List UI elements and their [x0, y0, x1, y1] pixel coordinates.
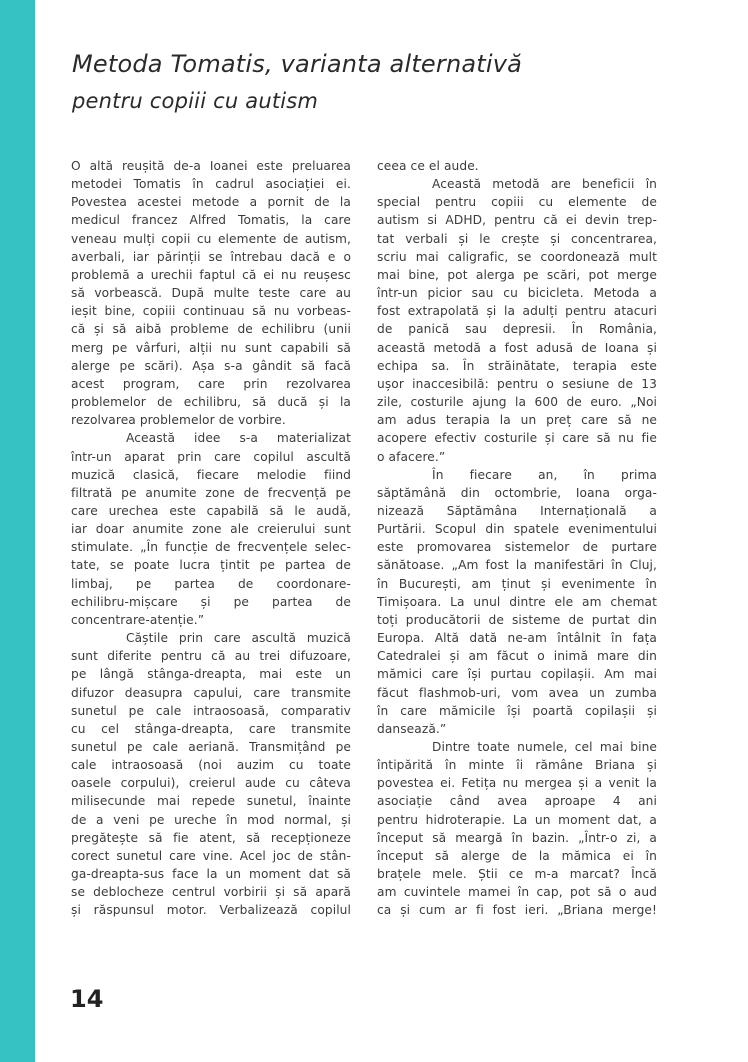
text-line: sănătoase. „Am fost la manifestări în Cluj,	[377, 558, 657, 573]
text-line: cale intraosoasă (noi auzim cu toate	[71, 758, 351, 773]
text-line: special pentru copiii cu elemente de	[377, 195, 657, 210]
text-line: merg pe vârfuri, alții nu sunt capabili să	[71, 340, 351, 355]
text-line: este promovarea sistemelor de purtare	[377, 540, 657, 555]
text-line: dansează.”	[377, 721, 447, 736]
text-line: săptămână din octombrie, Ioana orga-	[377, 485, 657, 500]
text-line: început să alerge de la mămica ei în	[377, 848, 657, 863]
text-line: ca și cum ar fi fost ieri. „Briana merge!	[377, 903, 657, 918]
text-line: am cuvintele mamei în cap, pot să o aud	[377, 885, 657, 900]
text-line: și răspunsul motor. Verbalizează copilul	[71, 903, 351, 918]
text-line: metodei Tomatis în cadrul asociației ei.	[71, 177, 351, 192]
text-line: zile, costurile ajung la 600 de euro. „Noi	[377, 395, 657, 410]
text-line: povestea ei. Fetița nu mergea și a venit la	[377, 776, 657, 791]
article-title	[72, 46, 672, 120]
text-line: ga-dreapta-sus face la un moment dat să	[71, 867, 351, 882]
text-line: mămici care își purtau copilașii. Am mai	[377, 667, 657, 682]
text-line: se deblocheze centrul vorbirii și să apară	[71, 885, 351, 900]
text-line: început să meargă în bazin. „Într-o zi, a	[377, 830, 657, 845]
title-line-2: pentru copiii cu autism	[72, 89, 319, 113]
text-line: să vorbească. După multe teste care au	[71, 286, 351, 301]
left-text-column	[71, 157, 351, 920]
text-line: de a veni pe ureche în mod normal, și	[71, 812, 351, 827]
text-line: brațele mele. Știi ce m-a marcat? Încă	[377, 867, 657, 882]
text-line: concentrare-atenție.”	[71, 612, 205, 627]
right-text-column	[377, 157, 657, 920]
text-line: ceea ce el aude.	[377, 159, 479, 173]
text-line: filtrată pe anumite zone de frecvență pe	[71, 485, 351, 500]
text-line: echipa sa. În străinătate, terapia este	[377, 358, 657, 373]
accent-sidebar-bar	[0, 0, 35, 1062]
text-line: Catedralei și am făcut o inimă mare din	[377, 649, 657, 664]
text-line: În fiecare an, în prima	[432, 467, 657, 482]
text-line: pentru hidroterapie. La un moment dat, a	[377, 812, 657, 827]
text-line: în București, am ținut și evenimente în	[377, 576, 657, 591]
text-line: ușor inaccesibilă: pentru o sesiune de 13	[377, 376, 657, 391]
text-line: sunetul pe cale intraosoasă, comparativ	[71, 703, 351, 718]
text-line: de panică sau depresii. În România,	[377, 322, 657, 337]
text-line: oasele corpului), creierul aude cu câteva	[71, 776, 351, 791]
text-line: corect sunetul care vine. Acel joc de stân-	[71, 848, 351, 863]
text-line: sunt diferite pentru că au trei difuzoare,	[71, 649, 351, 664]
text-line: iar doar anumite zone ale creierului sunt	[71, 522, 351, 537]
text-line: cu cel stânga-dreapta, care transmite	[71, 721, 351, 736]
text-line: averbali, iar părinții se întrebau dacă e o	[71, 249, 351, 264]
text-line: difuzor deasupra capului, care transmite	[71, 685, 351, 700]
text-line: stimulate. „În funcție de frecvențele selec-	[71, 540, 351, 555]
text-line: pe lângă stânga-dreapta, mai este un	[71, 667, 351, 682]
text-line: acopere efectiv costurile și care să nu fie	[377, 431, 657, 446]
text-line: Dintre toate numele, cel mai bine	[432, 740, 657, 754]
text-line: problemă a urechii faptul că ei nu reușesc	[71, 267, 351, 282]
text-line: pregătește să fie atent, să recepționeze	[71, 830, 351, 845]
text-line: autism si ADHD, pentru că ei devin trep-	[377, 213, 657, 228]
text-line: într-un aparat prin care copilul ascultă	[71, 449, 351, 464]
page-number: 14	[70, 985, 104, 1013]
text-line: în care mămicile își poartă copilașii și	[377, 703, 657, 718]
text-line: într-un picior sau cu bicicleta. Metoda a	[377, 286, 657, 301]
text-line: această metodă a fost adusă de Ioana și	[377, 340, 657, 355]
text-line: sunetul pe cale aeriană. Transmițând pe	[71, 740, 351, 754]
text-line: tate, se poate lucra țintit pe partea de	[71, 558, 351, 573]
text-line: Această metodă are beneficii în	[432, 177, 657, 192]
text-line: făcut flashmob-uri, vom avea un zumba	[377, 685, 657, 700]
text-line: Povestea acestei metode a pornit de la	[71, 195, 351, 210]
text-line: asociație când avea aproape 4 ani	[377, 794, 657, 809]
text-line: rezolvarea problemelor de vorbire.	[71, 413, 286, 428]
text-line: Căștile prin care ascultă muzică	[126, 631, 351, 646]
text-line: mai bine, pot alerga pe scări, pot merge	[377, 267, 657, 282]
text-line: O altă reușită de-a Ioanei este preluarea	[71, 159, 351, 173]
text-line: Purtării. Scopul din spatele evenimentului	[377, 522, 657, 537]
text-line: milisecunde mai repede sunetul, înainte	[71, 794, 351, 809]
text-line: medicul francez Alfred Tomatis, la care	[71, 213, 351, 228]
text-line: echilibru-mișcare și pe partea de	[71, 594, 351, 609]
text-line: toți producătorii de sisteme de purtat din	[377, 612, 657, 627]
text-line: fost extrapolată și la adulți pentru atacuri	[377, 304, 657, 319]
text-line: veneau mulți copii cu elemente de autism,	[71, 231, 351, 246]
text-line: alerge pe scări). Așa s-a gândit să facă	[71, 358, 351, 373]
text-line: acest program, care prin rezolvarea	[71, 376, 351, 391]
text-line: o afacere.”	[377, 449, 446, 464]
text-line: scriu mai caligrafic, se coordonează mult	[377, 249, 657, 264]
text-line: tat verbali și le crește și concentrarea,	[377, 231, 657, 246]
title-line-1: Metoda Tomatis, varianta alternativă	[72, 50, 523, 78]
text-line: muzică clasică, fiecare melodie fiind	[71, 467, 351, 482]
text-line: limbaj, pe partea de coordonare-	[71, 576, 351, 591]
text-line: nizează Săptămâna Internațională a	[377, 503, 657, 518]
text-line: am adus terapia la un preț care să ne	[377, 413, 657, 428]
text-line: Europa. Altă dată ne-am întâlnit în fața	[377, 631, 657, 646]
text-line: care urechea este capabilă să le audă,	[71, 503, 351, 518]
text-line: ieșit bine, copiii continuau să nu vorbeas-	[71, 304, 351, 319]
text-line: Timișoara. La unul dintre ele am chemat	[377, 594, 657, 609]
text-line: că și să aibă probleme de echilibru (unii	[71, 322, 351, 337]
text-line: problemelor de echilibru, să ducă și la	[71, 395, 351, 410]
text-line: întipărită în minte îi rămâne Briana și	[377, 758, 657, 773]
text-line: Această idee s-a materializat	[126, 431, 351, 446]
